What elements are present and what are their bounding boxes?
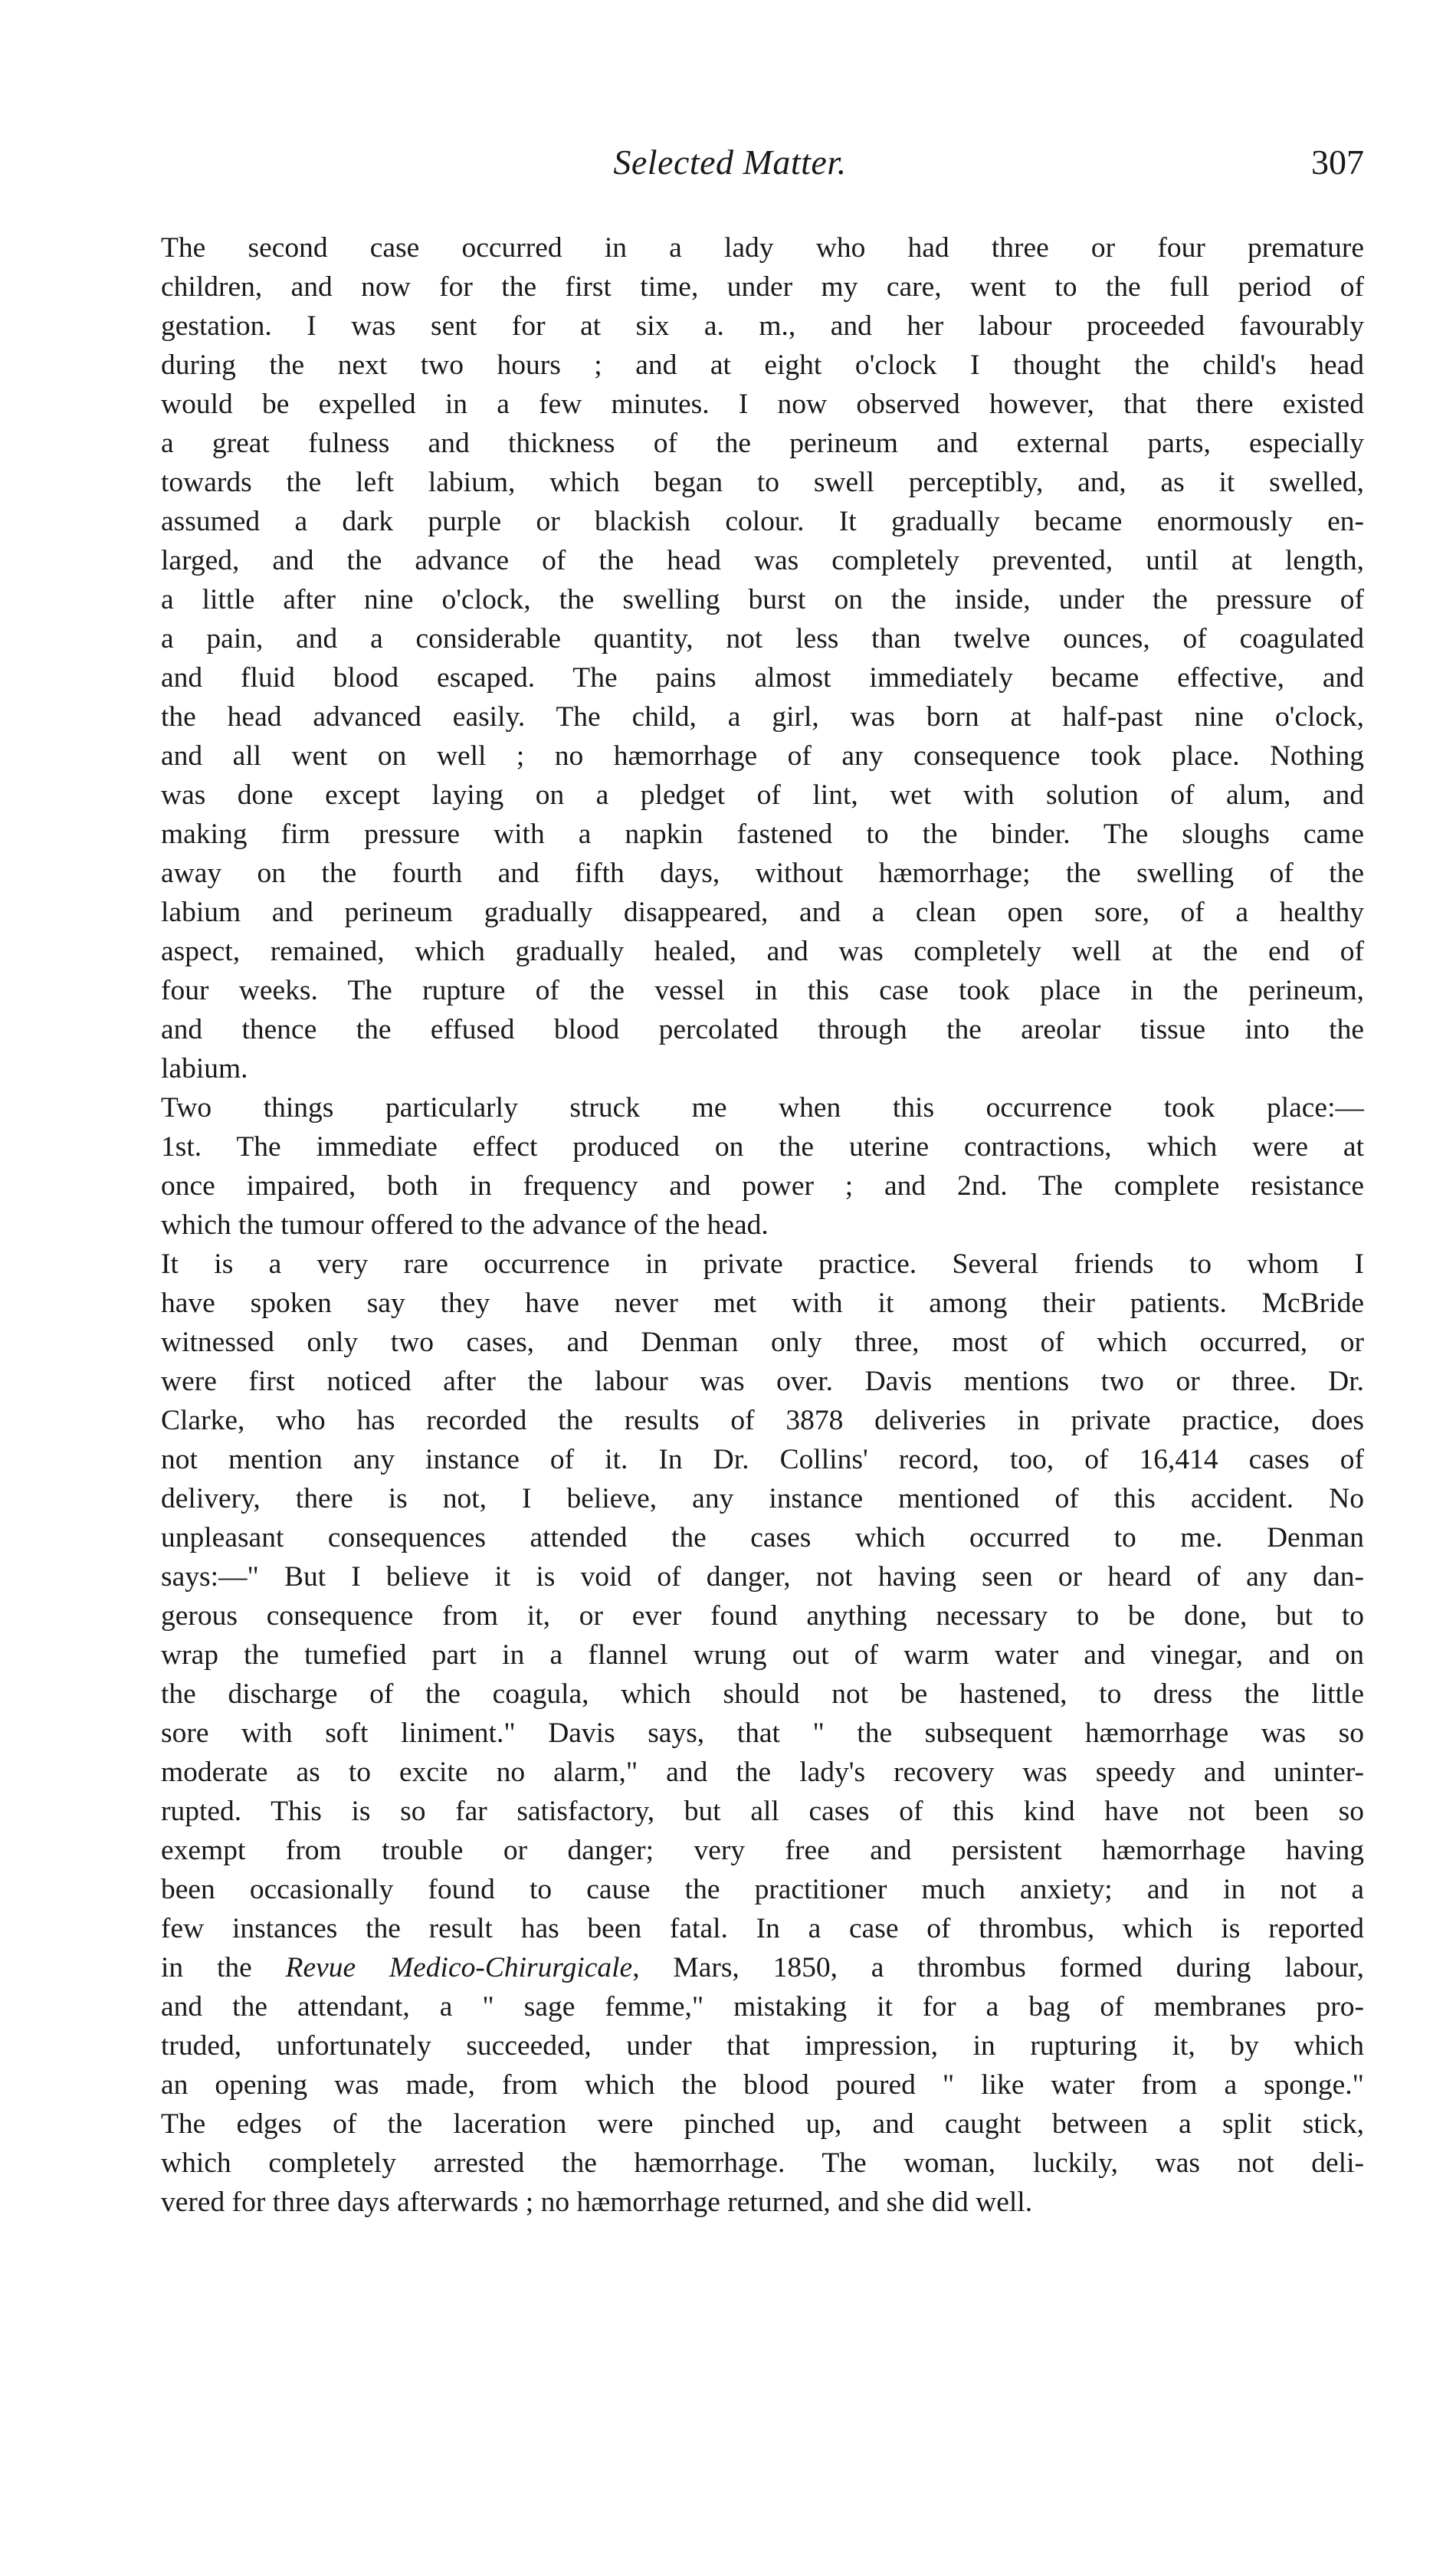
text-line: would be expelled in a few minutes. I now observed however, that there existed [161,389,1364,420]
text-line: The edges of the laceration were pinched up, and caught between a split stick, [161,2108,1364,2140]
running-title: Selected Matter. [613,143,847,182]
text-line: a great fulness and thickness of the perineum and external parts, especially [161,428,1364,459]
text-line: aspect, remained, which gradually healed, and was completely well at the end of [161,936,1364,967]
text-line: moderate as to excite no alarm," and the lady's recovery was speedy and uninter- [161,1757,1364,1788]
text-line: once impaired, both in frequency and power ; and 2nd. The complete resistance [161,1170,1364,1202]
text-line: and thence the effused blood percolated through the areolar tissue into the [161,1014,1364,1045]
page-number: 307 [1311,143,1364,182]
text-line: The second case occurred in a lady who had three or four premature [161,232,1364,264]
paragraph-rarity-discussion [96,1245,1364,2222]
text-line: Clarke, who has recorded the results of 3878 deliveries in private practice, does [161,1405,1364,1436]
text-line: unpleasant consequences attended the cases which occurred to me. Denman [161,1522,1364,1553]
text-line: children, and now for the first time, under my care, went to the full period of [161,271,1364,303]
text-line: few instances the result has been fatal. In a case of thrombus, which is reported [161,1913,1364,1944]
text-line: have spoken say they have never met with it among their patients. McBride [161,1288,1364,1319]
text-line: delivery, there is not, I believe, any instance mentioned of this accident. No [161,1483,1364,1514]
text-line: sore with soft liniment." Davis says, that " the subsequent hæmorrhage was so [161,1717,1364,1749]
text-line: towards the left labium, which began to swell perceptibly, and, as it swelled, [161,467,1364,498]
text-line: the discharge of the coagula, which should not be hastened, to dress the little [161,1678,1364,1710]
text-line: 1st. The immediate effect produced on the uterine contractions, which were at [161,1131,1364,1163]
text-line: four weeks. The rupture of the vessel in this case took place in the perineum, [161,975,1364,1006]
text-line: a little after nine o'clock, the swelling burst on the inside, under the pressure of [161,584,1364,615]
text-line: gerous consequence from it, or ever found anything necessary to be done, but to [161,1600,1364,1632]
text-line: wrap the tumefied part in a flannel wrung out of warm water and vinegar, and on [161,1639,1364,1671]
paragraph-observations [96,1088,1364,1245]
text-line: rupted. This is so far satisfactory, but all cases of this kind have not been so [161,1796,1364,1827]
text-line: witnessed only two cases, and Denman only three, most of which occurred, or [161,1327,1364,1358]
text-line: an opening was made, from which the blood poured " like water from a sponge." [161,2069,1364,2101]
paragraph-case-description [96,228,1364,1088]
text-line: making firm pressure with a napkin fastened to the binder. The sloughs came [161,819,1364,850]
text-line: It is a very rare occurrence in private practice. Several friends to whom I [161,1248,1364,1280]
text-line: the head advanced easily. The child, a girl, was born at half-past nine o'clock, [161,701,1364,733]
text-line: been occasionally found to cause the practitioner much anxiety; and in not a [161,1874,1364,1905]
text-line: during the next two hours ; and at eight o'clock I thought the child's head [161,349,1364,381]
text-line: was done except laying on a pledget of lint, wet with solution of alum, and [161,779,1364,811]
text-line: exempt from trouble or danger; very free and persistent hæmorrhage having [161,1835,1364,1866]
body-text [96,228,1364,2222]
citation-prefix: in the [161,1952,286,1983]
text-line: and fluid blood escaped. The pains almost immediately became effective, and [161,662,1364,694]
running-head [96,139,1364,193]
text-line: a pain, and a considerable quantity, not less than twelve ounces, of coagulated [161,623,1364,655]
text-line: were first noticed after the labour was over. Davis mentions two or three. Dr. [161,1366,1364,1397]
text-line: vered for three days afterwards ; no hæmorrhage returned, and she did well. [161,2187,1033,2218]
text-line: which the tumour offered to the advance of the head. [161,1209,769,1241]
text-line: and all went on well ; no hæmorrhage of any consequence took place. Nothing [161,740,1364,772]
text-line: not mention any instance of it. In Dr. Collins' record, too, of 16,414 cases of [161,1444,1364,1475]
text-line: larged, and the advance of the head was completely prevented, until at length, [161,545,1364,576]
text-line: says:—" But I believe it is void of danger, not having seen or heard of any dan- [161,1561,1364,1593]
text-line: which completely arrested the hæmorrhage. The woman, luckily, was not deli- [161,2147,1364,2179]
text-line: and the attendant, a " sage femme," mistaking it for a bag of membranes pro- [161,1991,1364,2023]
text-line-journal-citation [96,1948,1364,1987]
text-line: labium and perineum gradually disappeared, and a clean open sore, of a healthy [161,897,1364,928]
journal-title: Revue Medico-Chirurgicale [285,1952,633,1983]
text-line: gestation. I was sent for at six a. m., and her labour proceeded favourably [161,310,1364,342]
text-line: assumed a dark purple or blackish colour. It gradually became enormously en- [161,506,1364,537]
text-line: Two things particularly struck me when this occurrence took place:— [161,1092,1364,1124]
text-line: away on the fourth and fifth days, without hæmorrhage; the swelling of the [161,858,1364,889]
citation-suffix: , Mars, 1850, a thrombus formed during labour, [632,1952,1365,1983]
text-line: truded, unfortunately succeeded, under that impression, in rupturing it, by which [161,2030,1364,2062]
text-line: labium. [161,1053,248,1084]
